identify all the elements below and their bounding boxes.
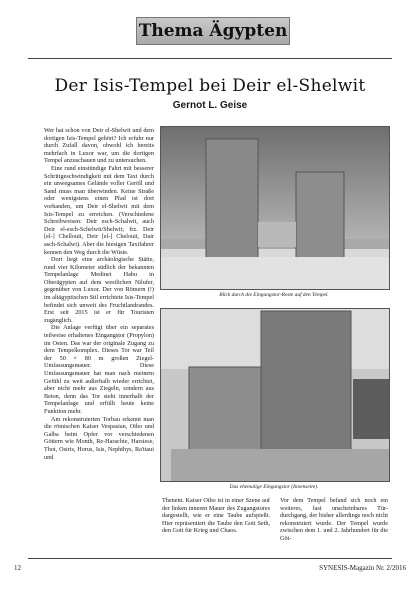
left-column [44,127,154,461]
page-number: 12 [14,564,21,572]
figure-caption-2: Das ehemalige Eingangstor (Innenseite). [229,484,319,490]
figure-caption-1: Blick durch die Eingangstor-Reste auf den Tempel. [219,292,329,298]
paragraph: Am rekonstruierten Torbau erkennt man die römischen Kaiser Vespasian, Otho und Galba beim Opfer vor verschiedenen Göttern wie Month, Re-Harachte, Harsiese, Thot, Osiris, Horus, Isis, Nephthys, Ra'ttaui und [44,415,154,461]
paragraph: Wer hat schon von Deir el-Shelwit und dem dortigen Isis-Tempel gehört? Ich erfuhr nur durch Zufall davon, obwohl ich bereits mehrfach in Luxor war, um die dortigen Tempel anzuschauen und zu untersuchen. [44,127,154,165]
magazine-issue: SYNESIS-Magazin Nr. 2/2016 [319,564,406,572]
article-title: Der Isis-Tempel bei Deir el-Shelwit [54,76,366,96]
right-column [280,497,388,543]
top-rule [28,58,392,59]
paragraph: Vor dem Tempel befand sich noch ein weiteres, fast unscheinbares Tür-durchgang, der bisher allerdings noch nicht rekonstruiert wurde. Der Tempel wurde zwischen dem 1. und 2. Jahrhundert für die Göt- [280,497,388,542]
gate-interior-image [161,309,389,481]
temple-photo-2 [160,308,390,482]
section-title: Thema Ägypten [138,21,288,41]
bottom-rule [28,558,392,559]
temple-photo-1 [160,126,390,290]
article-author: Gernot L. Geise [172,100,248,111]
gate-view-image [161,127,389,289]
paragraph: Thenent. Kaiser Otho ist in einer Szene auf der linken inneren Mauer des Zugangstores dargestellt, wie er eine Taube aufspießt. Hier repräsentiert die Taube den Gott Seth, den Gott für Krieg und Chaos. [162,497,270,535]
section-banner [136,17,290,45]
paragraph: Eine rund einstündige Fahrt mit besserer Schrittgeschwindigkeit mit dem Taxi durch ein unwegsames Gelände voller Geröll und Sand muss man überwinden. Keine Straße oder wenigstens einen Pfad ist dort vorhanden, um Deir el-Shelwit mit dem Isis-Tempel zu erreichen. (Verschiedene Schreibweisen: Deir esch-Schalwit, auch Deir el-esch-Schelwit/Shelwit; frz. Deir [el-] Chellouit, Deir [el-] Chelouit, Dair asch-Schalwi). Aber die hiesigen Taxifahrer kennen den Weg durch die Wüste. [44,164,154,256]
paragraph: Die Anlage verfügt über ein separates teilweise erhaltenes Eingangstor (Propylon) im Osten. Das war der originale Zugang zu dem Tempelkomplex. Dieses Tor war Teil der 50 × 80 m großen Ziegel-Umfassungsmauer. Diese Umfassungsmauer hat man nach meinem Gefühl zu weit außerhalb wieder errichtet, aber nicht mehr aus Ziegeln, sondern aus Beton, denn das Tor steht innerhalb der Tempelanlage und erfüllt heute keine Funktion mehr. [44,324,154,415]
paragraph: Dort liegt eine archäologische Stätte, rund vier Kilometer südlich der bekannten Tempelanlage Medinet Habu in Oberägypten auf dem westlichen Nilufer, gegenüber von Luxor. Der von Römern (!) im altägyptischen Stil errichtete Isis-Tempel befindet sich unweit des Fruchtlandrandes. Erst seit 2015 ist er für Touristen zugänglich. [44,256,154,324]
middle-column [162,497,270,535]
